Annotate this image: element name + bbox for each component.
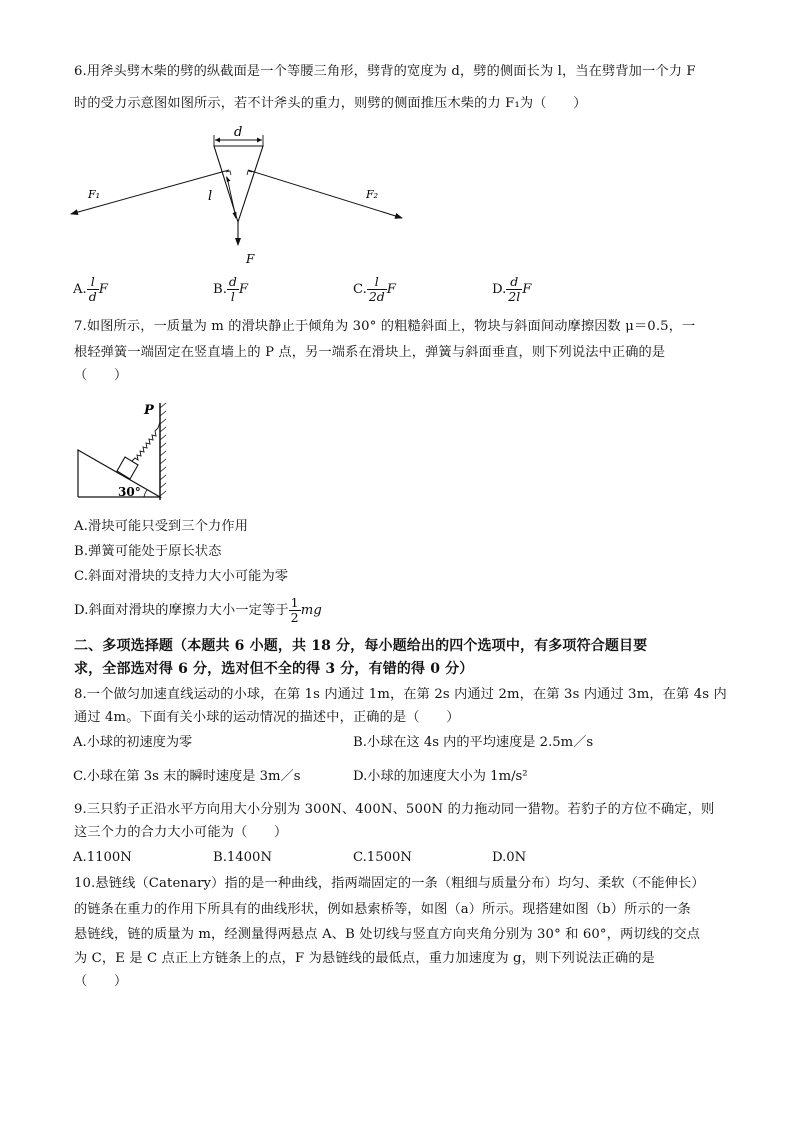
q8-option-c[interactable]: C.小球在第 3s 末的瞬时速度是 3m／s: [73, 769, 301, 784]
q7-incline-figure: [74, 400, 174, 504]
q10-stem-line1: 10.悬链线（Catenary）指的是一种曲线，指两端固定的一条（粗细与质量分布）均匀、柔软（不能伸长）: [74, 876, 705, 891]
q7-option-a[interactable]: A.滑块可能只受到三个力作用: [74, 519, 249, 534]
q9-option-b[interactable]: B.1400N: [213, 850, 272, 865]
q10-stem-line4: 为 C，E 是 C 点正上方链条上的点，F 为悬链线的最低点，重力加速度为 g，则下列说法正确的是: [74, 951, 656, 966]
q9-option-a[interactable]: A.1100N: [73, 850, 132, 865]
q6-stem-line1: 6.用斧头劈木柴的劈的纵截面是一个等腰三角形，劈背的宽度为 d，劈的侧面长为 l，当在劈背加一个力 F: [74, 64, 696, 79]
q10-stem-line3: 悬链线，链的质量为 m，经测量得两悬点 A、B 处切线与竖直方向夹角分别为 30° 和 60°，两切线的交点: [74, 927, 701, 942]
q6-stem-line2: 时的受力示意图如图所示，若不计斧头的重力，则劈的侧面推压木柴的力 F₁为（ ）: [74, 96, 587, 111]
q9-option-c[interactable]: C.1500N: [353, 850, 412, 865]
q8-stem-line2: 通过 4m。下面有关小球的运动情况的描述中，正确的是（ ）: [74, 710, 460, 725]
q7-stem-line2: 根轻弹簧一端固定在竖直墙上的 P 点，另一端系在滑块上，弹簧与斜面垂直，则下列说法中正确的是: [74, 345, 666, 360]
q10-stem-line2: 的链条在重力的作用下所具有的曲线形状，例如悬索桥等，如图（a）所示。现搭建如图（b）所示的一条: [74, 902, 691, 917]
q6-option-b[interactable]: B. $\frac{d}{l}$ F: [213, 274, 249, 304]
q10-stem-line5: （ ）: [74, 974, 128, 989]
q7-p-label: P: [144, 403, 154, 418]
q9-option-d[interactable]: D.0N: [492, 850, 527, 865]
q7-stem-line1: 7.如图所示，一质量为 m 的滑块静止于倾角为 30° 的粗糙斜面上，物块与斜面间动摩擦因数 μ＝0.5，一: [74, 319, 696, 334]
section2-heading-line1: 二、多项选择题（本题共 6 小题，共 18 分，每小题给出的四个选项中，有多项符合题目要: [74, 638, 648, 654]
q6-wedge-figure: [66, 122, 411, 272]
q6-d-label: d: [234, 125, 243, 140]
q7-angle-label: 30°: [118, 485, 141, 499]
q8-option-a[interactable]: A.小球的初速度为零: [73, 735, 193, 750]
q8-option-b[interactable]: B.小球在这 4s 内的平均速度是 2.5m／s: [353, 735, 594, 750]
q6-option-c[interactable]: C. $\frac{l}{2d}$ F: [353, 274, 396, 304]
q6-f-label: F: [246, 252, 255, 266]
q7-option-d[interactable]: D.斜面对滑块的摩擦力大小一定等于 $\frac{1}{2}$ mg: [74, 595, 323, 625]
q6-l-label: l: [208, 189, 213, 204]
q6-option-d[interactable]: D. $\frac{d}{2l}$ F: [492, 274, 532, 304]
q8-option-d[interactable]: D.小球的加速度大小为 1m/s²: [353, 769, 528, 784]
q8-stem-line1: 8.一个做匀加速直线运动的小球，在第 1s 内通过 1m，在第 2s 内通过 2m，在第 3s 内通过 3m，在第 4s 内: [74, 687, 727, 702]
q6-f2-arrow: [248, 170, 402, 218]
q9-stem-line2: 这三个力的合力大小可能为（ ）: [74, 825, 288, 840]
section2-heading-line2: 求，全部选对得 6 分，选对但不全的得 3 分，有错的得 0 分）: [74, 661, 474, 677]
q7-option-b[interactable]: B.弹簧可能处于原长状态: [74, 544, 222, 559]
q7-stem-line3: （ ）: [74, 368, 128, 383]
q6-option-a[interactable]: A. $\frac{l}{d}$ F: [73, 274, 108, 304]
q6-f2-label: F₂: [366, 188, 379, 201]
q9-stem-line1: 9.三只豹子正沿水平方向用大小分别为 300N、400N、500N 的力拖动同一猎物。若豹子的方位不确定，则: [74, 802, 715, 817]
q7-option-c[interactable]: C.斜面对滑块的支持力大小可能为零: [74, 569, 289, 584]
q6-f1-label: F₁: [88, 188, 101, 201]
